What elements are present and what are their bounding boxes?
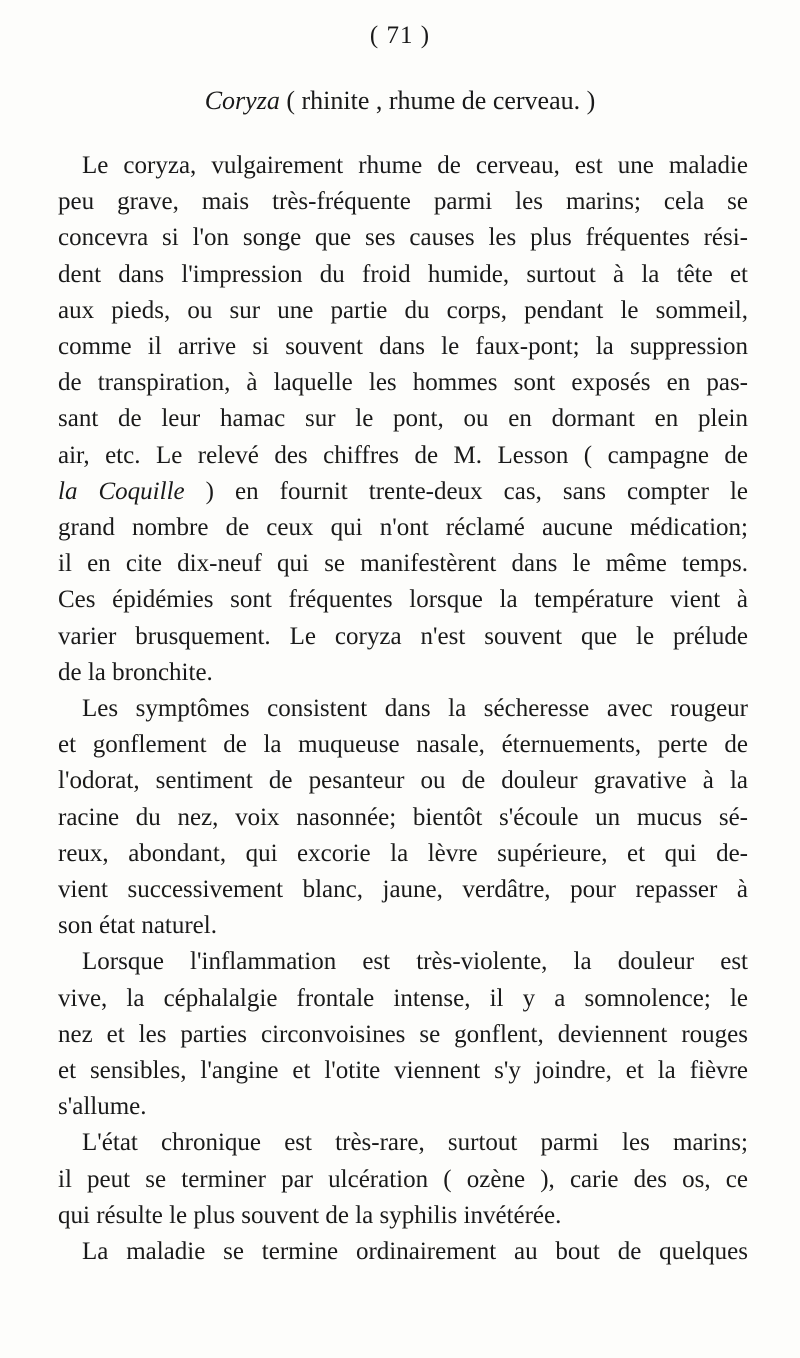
text-line: grand nombre de ceux qui n'ont réclamé aucune médication; [58,514,748,542]
text-line: son état naturel. [58,912,217,940]
body-text [58,148,748,1270]
text-line: reux, abondant, qui excorie la lèvre supérieure, et qui de- [58,839,748,867]
text-line: La maladie se termine ordinairement au bout de quelques [82,1238,748,1266]
text-line: vive, la céphalalgie frontale intense, il y a somnolence; le [58,984,748,1012]
paragraph [58,1125,748,1234]
text-line: de transpiration, à laquelle les hommes sont exposés en pas- [58,369,748,397]
text-line: la Coquille ) en fournit trente-deux cas, sans compter le [58,477,748,505]
paragraph [58,691,748,944]
paragraph [58,944,748,1125]
text-line: et sensibles, l'angine et l'otite viennent s'y joindre, et la fièvre [58,1057,748,1085]
text-line: s'allume. [58,1093,147,1121]
paragraph [58,1234,748,1270]
section-title-subtitle: ( rhinite , rhume de cerveau. ) [279,86,596,115]
text-line: qui résulte le plus souvent de la syphilis invétérée. [58,1201,562,1229]
text-line: air, etc. Le relevé des chiffres de M. Lesson ( campagne de [58,441,748,469]
text-line: comme il arrive si souvent dans le faux-pont; la suppression [58,333,748,361]
text-line: sant de leur hamac sur le pont, ou en dormant en plein [58,405,748,433]
text-line: Lorsque l'inflammation est très-violente, la douleur est [82,948,748,976]
text-line: nez et les parties circonvoisines se gonflent, deviennent rouges [58,1020,748,1048]
text-line: Les symptômes consistent dans la sécheresse avec rougeur [82,695,748,723]
text-line: de la bronchite. [58,658,213,686]
text-line: varier brusquement. Le coryza n'est souvent que le prélude [58,622,748,650]
text-line: Ces épidémies sont fréquentes lorsque la température vient à [58,586,748,614]
text-line: l'odorat, sentiment de pesanteur ou de douleur gravative à la [58,767,748,795]
section-title-main: Coryza [204,86,280,115]
text-line: peu grave, mais très-fréquente parmi les marins; cela se [58,188,748,216]
text-line: concevra si l'on songe que ses causes les plus fréquentes rési- [58,224,748,252]
paragraph [58,148,748,691]
text-line: racine du nez, voix nasonnée; bientôt s'écoule un mucus sé- [58,803,748,831]
text-line: L'état chronique est très-rare, surtout parmi les marins; [82,1129,748,1157]
italic-ship-name: la Coquille [58,477,185,505]
text-line: il en cite dix-neuf qui se manifestèrent dans le même temps. [58,550,748,578]
text-line: vient successivement blanc, jaune, verdâtre, pour repasser à [58,876,748,904]
text-line: aux pieds, ou sur une partie du corps, pendant le sommeil, [58,296,748,324]
page-number: ( 71 ) [369,22,431,49]
text-line: il peut se terminer par ulcération ( ozène ), carie des os, ce [58,1165,748,1193]
section-title [0,86,800,116]
text-line: Le coryza, vulgairement rhume de cerveau, est une maladie [82,152,748,179]
text-line: et gonflement de la muqueuse nasale, éternuements, perte de [58,731,748,759]
text-line: dent dans l'impression du froid humide, surtout à la tête et [58,260,748,288]
